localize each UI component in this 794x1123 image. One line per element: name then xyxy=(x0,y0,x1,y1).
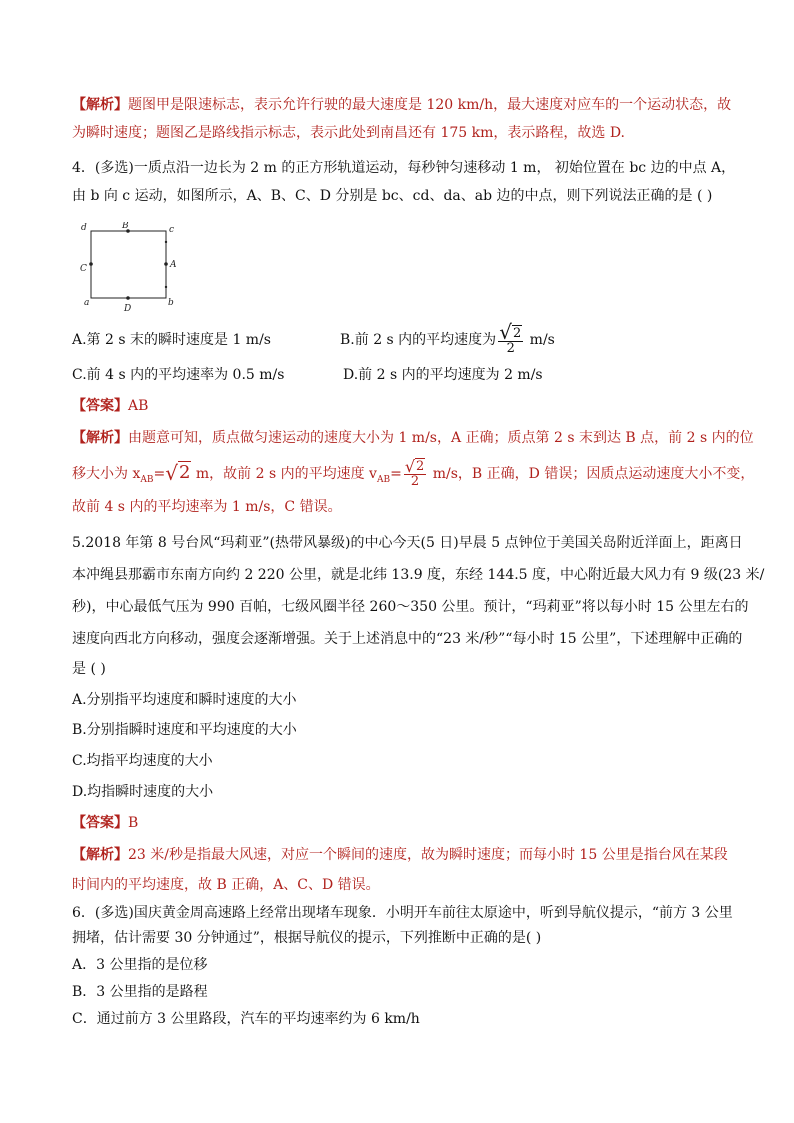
question-5-stem: 速度向西北方向移动，强度会逐渐增强。关于上述消息中的“23 米/秒”“每小时 15 公里”，下述理解中正确的 xyxy=(72,631,743,647)
explanation-text: m，故前 2 s 内的平均速度 v xyxy=(191,466,377,482)
explanation-line xyxy=(72,428,754,448)
explanation-line: 时间内的平均速度，故 B 正确，A、C、D 错误。 xyxy=(72,877,380,893)
label-d: d xyxy=(81,223,87,233)
point-C xyxy=(89,262,93,266)
label-A: A xyxy=(170,260,177,270)
fraction-numerator xyxy=(498,319,523,344)
option-a: A.分别指平均速度和瞬时速度的大小 xyxy=(72,692,297,708)
label-c: c xyxy=(169,225,175,235)
option-c: C．通过前方 3 公里路段，汽车的平均速率约为 6 km/h xyxy=(72,1011,420,1027)
equals: = xyxy=(153,466,166,482)
option-a: A．3 公里指的是位移 xyxy=(72,957,208,973)
explanation-text: m/s，B 正确，D 错误；因质点运动速度大小不变， xyxy=(428,466,755,482)
option-b: B．3 公里指的是路程 xyxy=(72,984,208,1000)
point-marker xyxy=(165,286,167,288)
explanation-line: 故前 4 s 内的平均速率为 1 m/s，C 错误。 xyxy=(72,499,342,515)
label-C: C xyxy=(80,264,87,274)
answer-value: AB xyxy=(128,398,149,414)
sqrt-sign: √ xyxy=(499,319,512,344)
question-5-stem: 是 ( ) xyxy=(72,661,106,677)
point-D xyxy=(126,296,130,300)
point-marker xyxy=(165,241,167,243)
option-a: A.第 2 s 末的瞬时速度是 1 m/s xyxy=(72,332,271,348)
question-6-stem: 6．(多选)国庆黄金周高速路上经常出现堵车现象．小明开车前往太原途中，听到导航仪提示，“前方 3 公里 xyxy=(72,905,733,921)
option-c: C.均指平均速度的大小 xyxy=(72,753,213,769)
fraction-denominator: 2 xyxy=(506,340,515,356)
square-track xyxy=(91,231,166,298)
answer-tag: 【答案】 xyxy=(72,398,128,414)
fraction xyxy=(404,456,426,489)
fraction-denominator: 2 xyxy=(410,473,420,489)
label-D: D xyxy=(124,304,132,314)
explanation-tag: 【解析】 xyxy=(72,430,128,446)
subscript: AB xyxy=(140,474,154,485)
option-b: B.分别指瞬时速度和平均速度的大小 xyxy=(72,722,297,738)
explanation-text: 由题意可知，质点做匀速运动的速度大小为 1 m/s，A 正确；质点第 2 s 末到达 B 点，前 2 s 内的位 xyxy=(128,430,754,446)
square-track-diagram xyxy=(78,222,188,314)
sqrt-body: 2 xyxy=(416,458,425,474)
option-d: D.前 2 s 内的平均速度为 2 m/s xyxy=(343,367,543,383)
answer-line xyxy=(72,813,732,833)
fraction xyxy=(498,319,523,356)
question-6-stem: 拥堵，估计需要 30 分钟通过”，根据导航仪的提示，下列推断中正确的是( ) xyxy=(72,930,542,946)
equals: = xyxy=(390,466,402,482)
label-b: b xyxy=(168,298,174,308)
sqrt-body: 2 xyxy=(178,462,191,483)
explanation-tag: 【解析】 xyxy=(72,847,128,863)
sqrt-body: 2 xyxy=(512,325,522,341)
question-5-stem: 5.2018 年第 8 号台风“玛莉亚”(热带风暴级)的中心今天(5 日)早晨 5 点钟位于美国关岛附近洋面上，距离日 xyxy=(72,535,743,551)
sqrt-sign: √ xyxy=(165,461,178,485)
label-a: a xyxy=(84,298,90,308)
explanation-line xyxy=(72,845,732,865)
option-d: D.均指瞬时速度的大小 xyxy=(72,784,214,800)
option-b xyxy=(340,319,555,358)
question-5-stem: 本冲绳县那霸市东南方向约 2 220 公里，就是北纬 13.9 度，东经 144.5 度，中心附近最大风力有 9 级(23 米/ xyxy=(72,567,765,583)
label-B: B xyxy=(122,222,129,231)
answer-line xyxy=(72,396,732,416)
answer-tag: 【答案】 xyxy=(72,815,128,831)
option-c: C.前 4 s 内的平均速率为 0.5 m/s xyxy=(72,367,285,383)
point-A xyxy=(164,262,168,266)
question-4-stem: 由 b 向 c 运动，如图所示，A、B、C、D 分别是 bc、cd、da、ab 边的中点，则下列说法正确的是 ( ) xyxy=(72,188,713,204)
option-b-text: B.前 2 s 内的平均速度为 xyxy=(340,332,497,348)
answer-value: B xyxy=(128,815,139,831)
option-b-unit: m/s xyxy=(529,332,555,348)
explanation-text: 23 米/秒是指最大风速，对应一个瞬间的速度，故为瞬时速度；而每小时 15 公里是指台风在某段 xyxy=(128,847,728,863)
explanation-line xyxy=(72,456,755,490)
explanation-text: 移大小为 x xyxy=(72,466,141,482)
question-4-stem: 4．(多选)一质点沿一边长为 2 m 的正方形轨道运动，每秒钟匀速移动 1 m， 初始位置在 bc 边的中点 A， xyxy=(72,160,736,176)
explanation-tag: 【解析】 xyxy=(72,97,128,113)
question-5-stem: 秒)，中心最低气压为 990 百帕，七级风圈半径 260～350 公里。预计，“玛莉亚”将以每小时 15 公里左右的 xyxy=(72,599,749,615)
explanation-text: 题图甲是限速标志，表示允许行驶的最大速度是 120 km/h，最大速度对应车的一个运动状态，故 xyxy=(128,97,732,113)
sqrt-sign: √ xyxy=(404,456,416,476)
explanation-line: 为瞬时速度；题图乙是路线指示标志，表示此处到南昌还有 175 km，表示路程，故选 D. xyxy=(72,125,626,141)
fraction-numerator xyxy=(404,456,426,476)
subscript: AB xyxy=(376,474,391,485)
explanation-line xyxy=(72,95,732,115)
